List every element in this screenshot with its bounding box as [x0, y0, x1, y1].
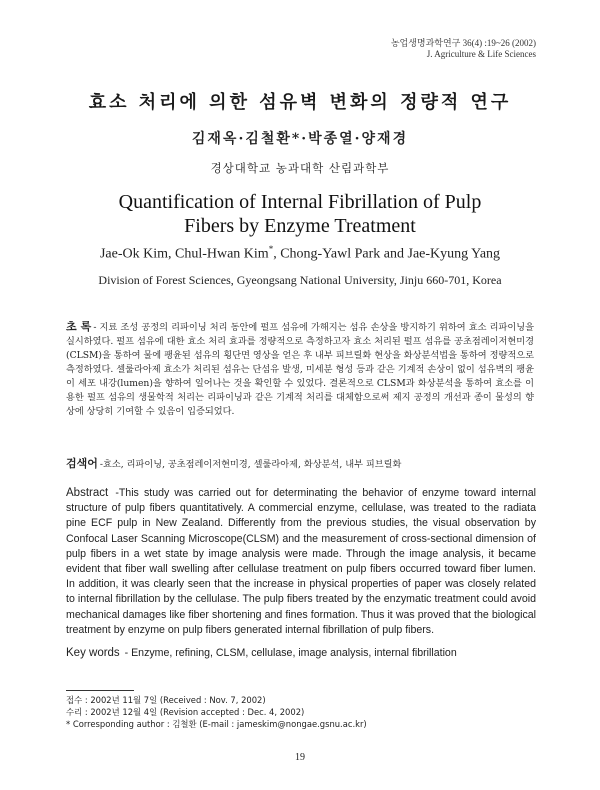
footnote-revised: 수리 : 2002년 12월 4일 (Revision accepted : Dec. 4, 2002)	[66, 707, 305, 717]
keywords-korean	[66, 455, 534, 471]
abstract-english	[66, 486, 536, 638]
footnote-corresponding: * Corresponding author : 김철환 (E-mail : jameskim@nongae.gsnu.ac.kr)	[66, 719, 367, 729]
abstract-english-label: Abstract	[66, 487, 109, 499]
affiliation-english: Division of Forest Sciences, Gyeongsang National University, Jinju 660-701, Korea	[98, 273, 502, 287]
journal-header	[391, 38, 536, 60]
footnotes	[66, 694, 536, 730]
page-number: 19	[295, 752, 305, 763]
keywords-korean-text: -효소, 리파이닝, 공초점레이저현미경, 셀룰라아제, 화상분석, 내부 피브릴화	[99, 459, 402, 470]
title-english-line-2: Fibers by Enzyme Treatment	[184, 215, 416, 237]
title-korean: 효소 처리에 의한 섬유벽 변화의 정량적 연구	[88, 92, 512, 113]
abstract-korean	[66, 320, 534, 419]
footnote-divider	[66, 690, 134, 691]
abstract-korean-text: - 지료 조성 공정의 리파이닝 처리 동안에 펄프 섬유에 가해지는 섬유 손상을 방지하기 위하여 효소 리파이닝을 실시하였다. 펄프 섬유에 대한 효소 처리 효과를 정량적으로 측정하고자 효소 처리된 펄프 섬유를 공초점레이저현미경(CLSM)을 통하여 물에 팽윤된 섬유의 횡단면 영상을 얻은 후 내부 피브릴화 현상을 화상분석법을 통하여 정량적으로 측정하였다. 셀룰라아제 효소가 처리된 섬유는 단섬유 발생, 미세분 형성 등과 같은 기계적 손상이 없이 섬유벽의 팽윤이 세포 내강(lumen)을 향하여 일어나는 것을 확인할 수 있었다. 결론적으로 CLSM과 화상분석을 통하여 효소를 이용한 펄프 섬유의 생물학적 처리는 리파이닝과 같은 기계적 처리를 대체함으로써 제지 공정의 개선과 종이 물성의 향상에 상당히 기여할 수 있음이 입증되었다.	[66, 322, 534, 417]
footnote-received: 접수 : 2002년 11월 7일 (Received : Nov. 7, 2002)	[66, 695, 266, 705]
title-english-line-1: Quantification of Internal Fibrillation of Pulp	[118, 191, 482, 213]
journal-name-kr: 농업생명과학연구 36(4) :19~26 (2002)	[390, 38, 536, 48]
authors-korean: 김재옥·김철환*·박종열·양재경	[191, 131, 409, 147]
abstract-english-text: -This study was carried out for determinating the behavior of enzyme toward internal structure of pulp fibers quantitatively. A commercial enzyme, cellulase, was treated to the radiata pine ECF pulp in New Zealand. Differently from the previous studies, the visual observation by Confocal Laser Scanning Microscope(CLSM) and the measurement of cross-sectional dimension of pulp fibers in a wet state by image analysis were made. Through the image analysis, it became evident that fiber wall swelling after cellulase treatment on pulp fibers occurred toward fiber lumen. In addition, it was clearly seen that the increase in physical properties of paper was closely related to internal fibrillation by the cellulase. The pulp fibers treated by the enzymatic treatment could avoid mechanical damages like fiber shortening and fines formation. Thus it was proved that the biological treatment by enzyme on pulp fibers generated internal fibrillation of pulp fibers.	[66, 487, 536, 636]
abstract-korean-label: 초 록	[66, 320, 92, 333]
corresponding-author-mark: *	[268, 244, 274, 254]
keywords-english-text: - Enzyme, refining, CLSM, cellulase, image analysis, internal fibrillation	[124, 647, 457, 659]
authors-english-part-2: , Chong-Yawl Park and Jae-Kyung Yang	[273, 246, 501, 262]
keywords-english	[66, 647, 536, 659]
keywords-english-label: Key words	[66, 647, 120, 659]
authors-english	[0, 244, 600, 263]
authors-english-part-1: Jae-Ok Kim, Chul-Hwan Kim	[99, 246, 269, 262]
journal-name-en: J. Agriculture & Life Sciences	[426, 49, 536, 59]
keywords-korean-label: 검색어	[66, 457, 98, 470]
title-english	[0, 190, 600, 238]
affiliation-korean: 경상대학교 농과대학 산림과학부	[210, 161, 390, 175]
